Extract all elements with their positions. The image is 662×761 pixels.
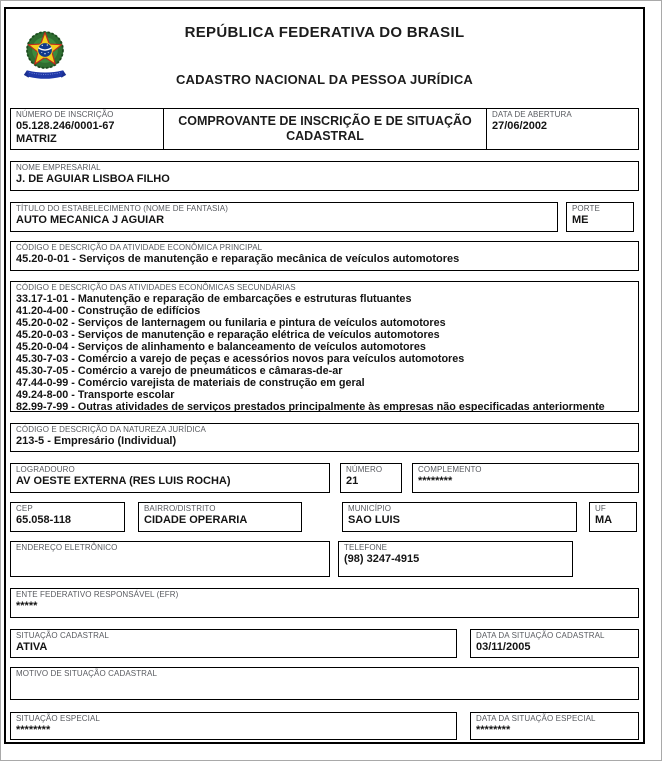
field-atividades-secundarias xyxy=(10,281,639,412)
page-title: REPÚBLICA FEDERATIVA DO BRASIL xyxy=(184,24,465,41)
row-situacao-especial xyxy=(10,712,639,740)
row-atividades-secundarias xyxy=(10,281,639,412)
brazil-coat-of-arms-icon xyxy=(22,26,68,86)
activity-item: 45.30-7-05 - Comércio a varejo de pneumáticos e câmaras-de-ar xyxy=(16,365,343,377)
field-endereco-eletronico xyxy=(10,541,330,577)
field-atividade-principal xyxy=(10,241,639,271)
field-value: ******** xyxy=(16,724,51,736)
field-value: CIDADE OPERARIA xyxy=(144,514,248,526)
row-motivo-situacao xyxy=(10,667,639,700)
activity-item: 45.30-7-03 - Comércio a varejo de peças e acessórios novos para veículos automotores xyxy=(16,353,465,365)
page-subtitle: CADASTRO NACIONAL DA PESSOA JURÍDICA xyxy=(175,72,474,87)
activity-item: 33.17-1-01 - Manutenção e reparação de embarcações e estruturas flutuantes xyxy=(16,293,412,305)
field-label: LOGRADOURO xyxy=(16,465,75,474)
row-efr xyxy=(10,588,639,618)
field-value: 21 xyxy=(346,475,359,487)
field-natureza-juridica xyxy=(10,423,639,452)
field-label: CÓDIGO E DESCRIÇÃO DAS ATIVIDADES ECONÔMICAS SECUNDÁRIAS xyxy=(16,283,296,292)
field-value: ***** xyxy=(16,600,38,612)
field-label: MOTIVO DE SITUAÇÃO CADASTRAL xyxy=(16,669,158,678)
field-cep xyxy=(10,502,125,532)
field-label: ENDEREÇO ELETRÔNICO xyxy=(16,543,118,552)
field-label: DATA DE ABERTURA xyxy=(492,110,572,119)
field-label: SITUAÇÃO ESPECIAL xyxy=(16,714,100,723)
field-label: COMPLEMENTO xyxy=(418,465,482,474)
field-uf xyxy=(589,502,637,532)
field-telefone xyxy=(338,541,573,577)
field-value: 65.058-118 xyxy=(16,514,72,526)
field-value: 03/11/2005 xyxy=(476,641,531,653)
field-data-situacao-especial xyxy=(470,712,639,740)
comprovante-title: COMPROVANTE DE INSCRIÇÃO E DE SITUAÇÃO CADASTRAL xyxy=(178,114,472,143)
field-logradouro xyxy=(10,463,330,493)
field-value-matriz: MATRIZ xyxy=(16,133,57,145)
row-cep-municipio xyxy=(10,502,639,532)
field-motivo-situacao xyxy=(10,667,639,700)
row-natureza-juridica xyxy=(10,423,639,452)
field-value: AV OESTE EXTERNA (RES LUIS ROCHA) xyxy=(16,475,231,487)
field-data-abertura xyxy=(487,108,639,150)
row-atividade-principal xyxy=(10,241,639,271)
field-label: UF xyxy=(595,504,606,513)
activity-item: 45.20-0-02 - Serviços de lanternagem ou funilaria e pintura de veículos automotores xyxy=(16,317,446,329)
field-value: 45.20-0-01 - Serviços de manutenção e reparação mecânica de veículos automotores xyxy=(16,253,460,265)
field-label: TÍTULO DO ESTABELECIMENTO (NOME DE FANTASIA) xyxy=(16,204,228,213)
field-value: ME xyxy=(572,214,589,226)
field-value: MA xyxy=(595,514,613,526)
field-label: SITUAÇÃO CADASTRAL xyxy=(16,631,109,640)
field-label: NOME EMPRESARIAL xyxy=(16,163,101,172)
field-label: DATA DA SITUAÇÃO ESPECIAL xyxy=(476,714,596,723)
field-label: CÓDIGO E DESCRIÇÃO DA NATUREZA JURÍDICA xyxy=(16,425,206,434)
field-label: CÓDIGO E DESCRIÇÃO DA ATIVIDADE ECONÔMICA PRINCIPAL xyxy=(16,243,263,252)
row-endereco xyxy=(10,463,639,493)
field-value: ATIVA xyxy=(16,641,48,653)
field-nome-fantasia xyxy=(10,202,558,232)
field-efr xyxy=(10,588,639,618)
field-situacao-cadastral xyxy=(10,629,457,658)
field-label: NÚMERO DE INSCRIÇÃO xyxy=(16,110,114,119)
row-nome-empresarial xyxy=(10,161,639,191)
document-header xyxy=(10,9,639,99)
field-nome-empresarial xyxy=(10,161,639,191)
field-value: 05.128.246/0001-67 xyxy=(16,120,115,132)
activity-item: 45.20-0-03 - Serviços de manutenção e reparação elétrica de veículos automotores xyxy=(16,329,440,341)
field-value: AUTO MECANICA J AGUIAR xyxy=(16,214,165,226)
field-data-situacao-cadastral xyxy=(470,629,639,658)
activity-item: 47.44-0-99 - Comércio varejista de materiais de construção em geral xyxy=(16,377,365,389)
cnpj-certificate-page xyxy=(4,7,645,744)
field-bairro xyxy=(138,502,302,532)
field-label: BAIRRO/DISTRITO xyxy=(144,504,216,513)
activity-item: 45.20-0-04 - Serviços de alinhamento e balanceamento de veículos automotores xyxy=(16,341,426,353)
row-situacao-cadastral xyxy=(10,629,639,658)
field-value: ******** xyxy=(418,475,453,487)
field-value: (98) 3247-4915 xyxy=(344,553,420,565)
field-label: CEP xyxy=(16,504,33,513)
field-value: 213-5 - Empresário (Individual) xyxy=(16,435,177,447)
comprovante-title-box xyxy=(163,108,487,150)
field-label: NÚMERO xyxy=(346,465,383,474)
field-value: SAO LUIS xyxy=(348,514,400,526)
field-numero xyxy=(340,463,402,493)
field-value: ******** xyxy=(476,724,511,736)
field-municipio xyxy=(342,502,577,532)
field-label: DATA DA SITUAÇÃO CADASTRAL xyxy=(476,631,605,640)
field-complemento xyxy=(412,463,639,493)
field-value: 27/06/2002 xyxy=(492,120,548,132)
field-value: J. DE AGUIAR LISBOA FILHO xyxy=(16,173,170,185)
field-label: TELEFONE xyxy=(344,543,388,552)
field-label: ENTE FEDERATIVO RESPONSÁVEL (EFR) xyxy=(16,590,179,599)
activity-item: 41.20-4-00 - Construção de edifícios xyxy=(16,305,201,317)
row-inscricao xyxy=(10,108,639,150)
field-label: PORTE xyxy=(572,204,600,213)
field-label: MUNICÍPIO xyxy=(348,504,392,513)
activity-item: 82.99-7-99 - Outras atividades de serviços prestados principalmente às empresas não especificadas anteriormente xyxy=(16,401,605,412)
field-numero-inscricao xyxy=(10,108,163,150)
field-porte xyxy=(566,202,634,232)
activity-item: 49.24-8-00 - Transporte escolar xyxy=(16,389,175,401)
row-fantasia xyxy=(10,202,639,232)
row-contato xyxy=(10,541,639,577)
field-situacao-especial xyxy=(10,712,457,740)
